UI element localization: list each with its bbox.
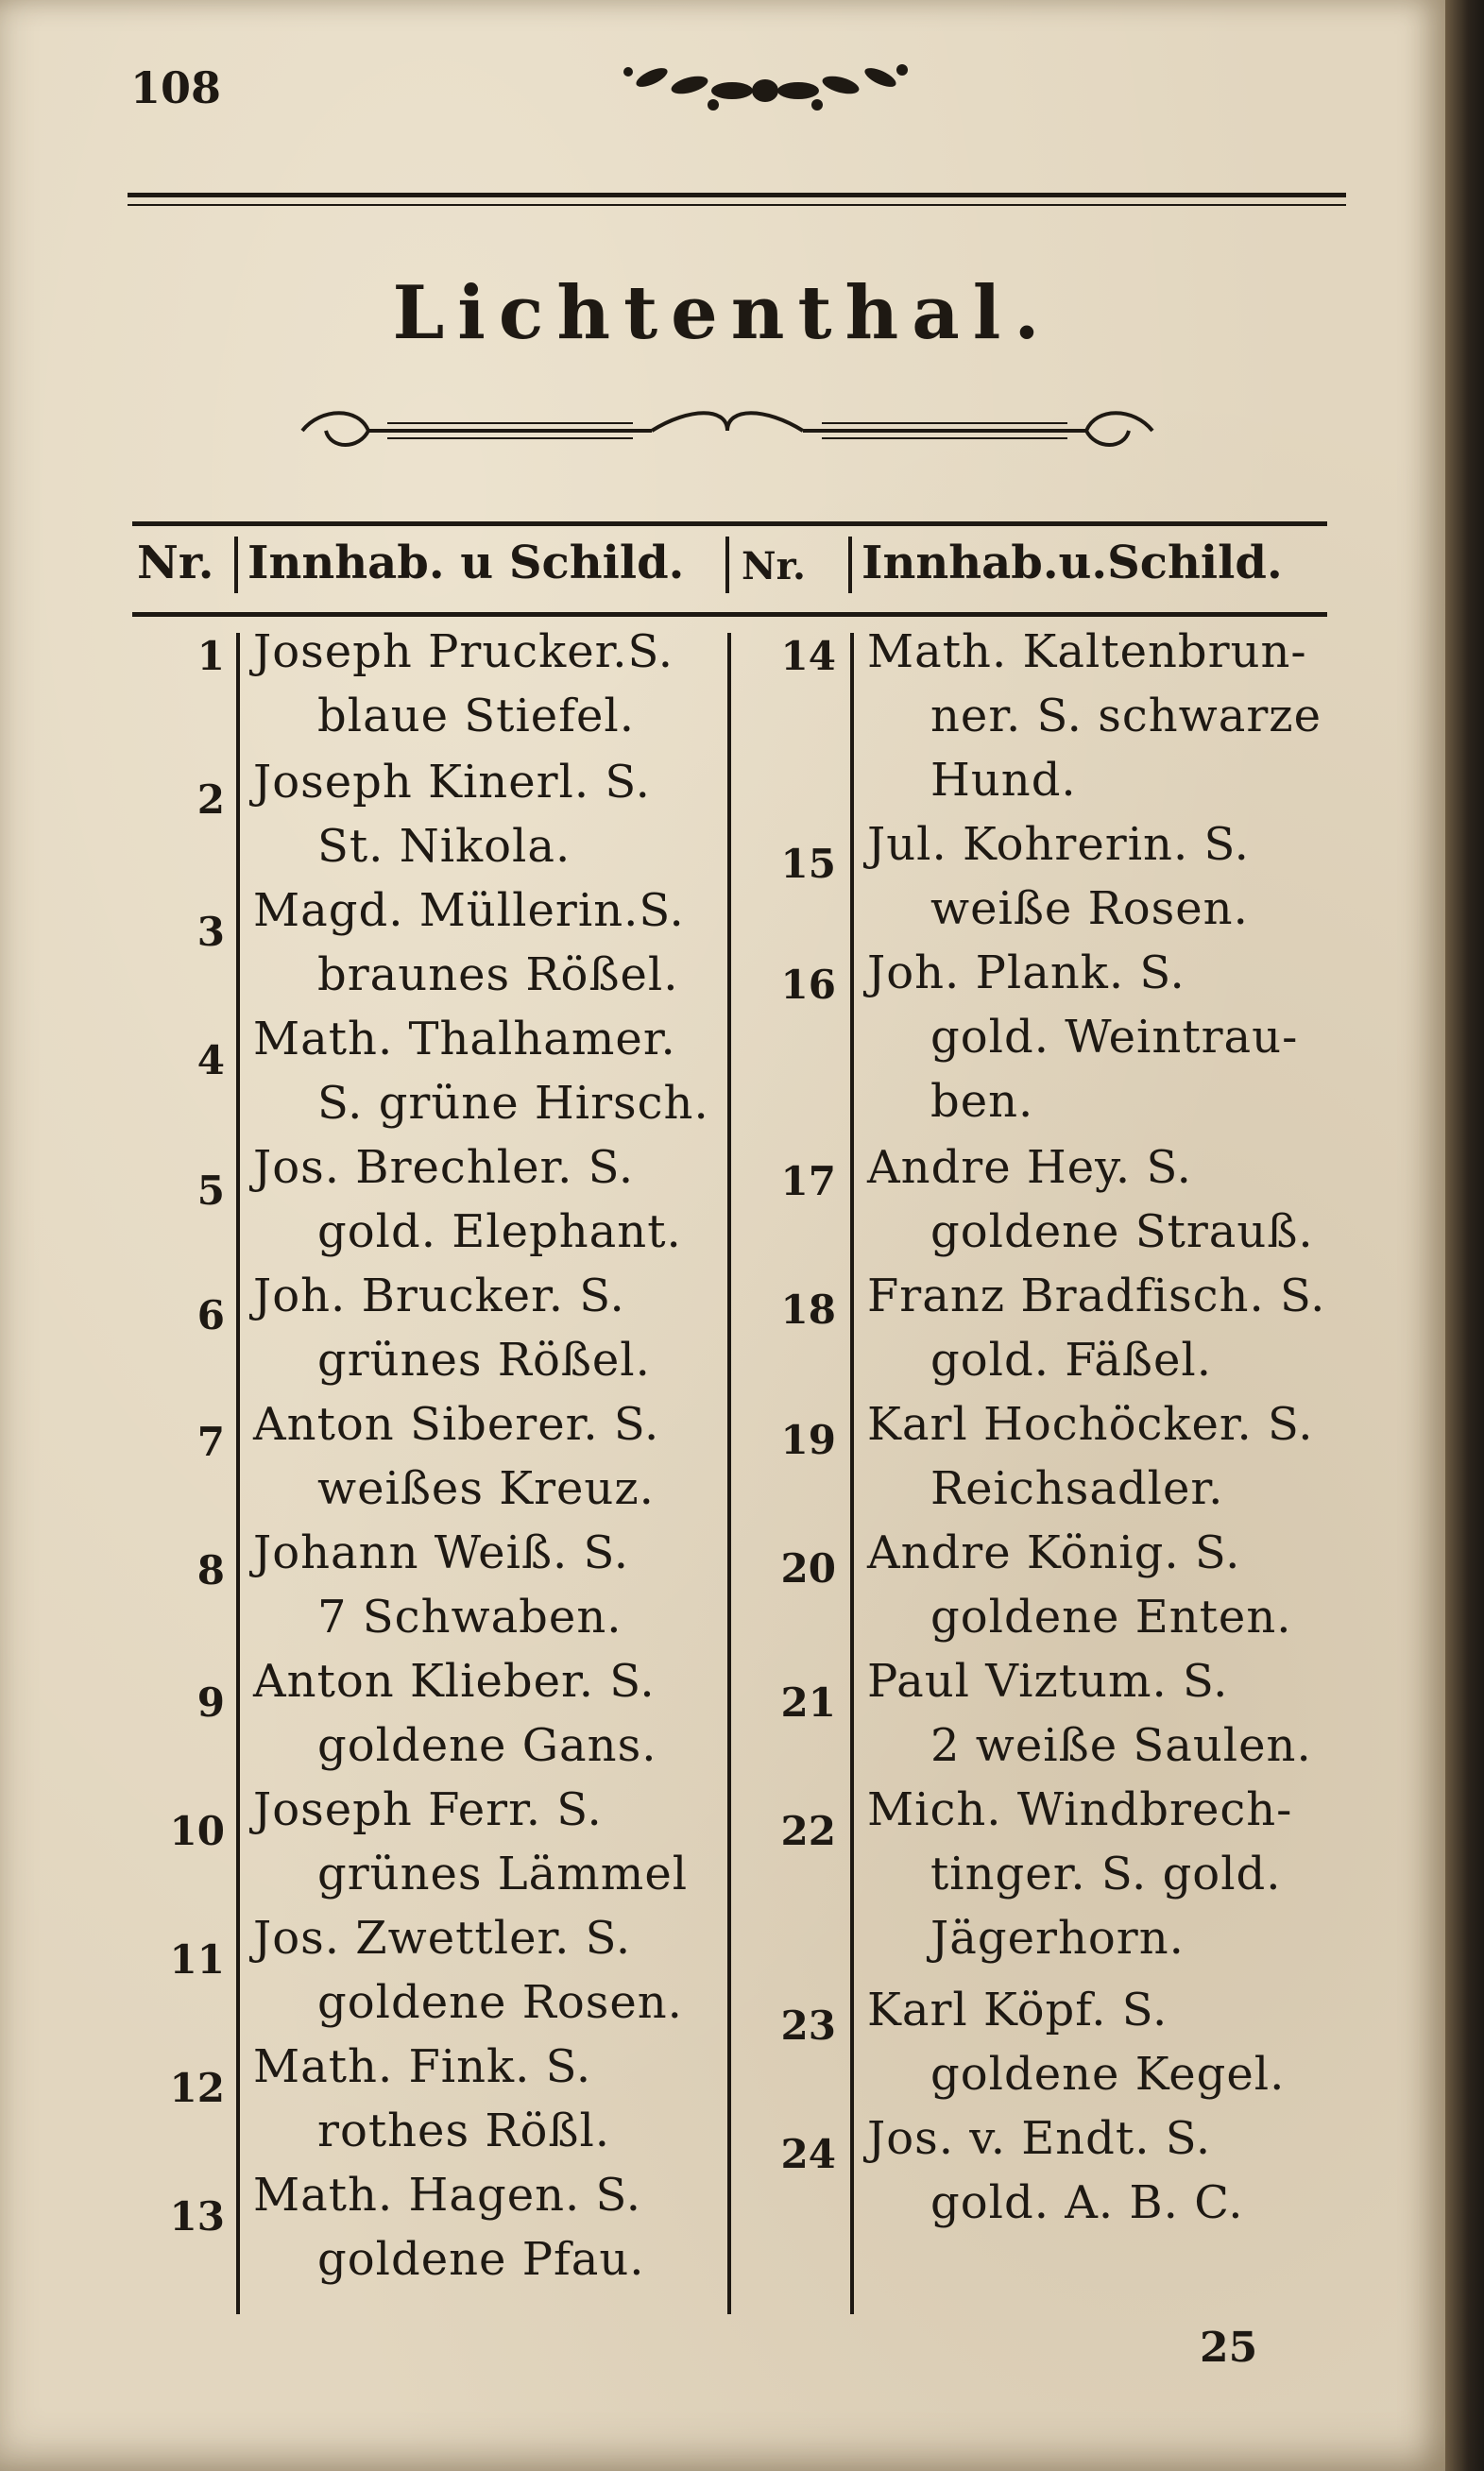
entry-line: weiße Rosen. bbox=[930, 882, 1249, 935]
header-separator bbox=[848, 537, 852, 593]
entry-number: 23 bbox=[780, 2002, 836, 2049]
entry-line: Reichsadler. bbox=[930, 1462, 1224, 1515]
entry-number: 20 bbox=[780, 1545, 836, 1592]
entry-line: 2 weiße Saulen. bbox=[930, 1719, 1312, 1772]
entry-line: goldene Kegel. bbox=[930, 2048, 1286, 2101]
entry-line: 7 Schwaben. bbox=[317, 1591, 623, 1644]
entry-line: Jos. Brechler. S. bbox=[253, 1141, 635, 1194]
entry-number: 8 bbox=[196, 1547, 225, 1593]
entry-line: Joh. Plank. S. bbox=[867, 946, 1185, 999]
entry-line: goldene Enten. bbox=[930, 1591, 1292, 1644]
entry-number: 11 bbox=[169, 1936, 225, 1983]
top-rule-thick bbox=[128, 193, 1346, 197]
entry-line: Jägerhorn. bbox=[930, 1912, 1185, 1965]
header-nr-right: Nr. bbox=[742, 544, 806, 588]
entry-line: Karl Köpf. S. bbox=[867, 1984, 1168, 2036]
entry-line: braunes Rößel. bbox=[317, 948, 679, 1001]
column-bar-middle bbox=[727, 633, 731, 2314]
catchword: 25 bbox=[1200, 2324, 1258, 2372]
entry-number: 13 bbox=[169, 2193, 225, 2240]
entry-line: Joseph Prucker.S. bbox=[253, 625, 674, 678]
header-rule-top bbox=[132, 521, 1327, 526]
header-name-right: Innhab.u.Schild. bbox=[861, 537, 1283, 589]
entry-line: Mich. Windbrech- bbox=[867, 1783, 1293, 1836]
header-nr-left: Nr. bbox=[137, 537, 214, 589]
entry-line: Anton Klieber. S. bbox=[253, 1655, 656, 1708]
entry-line: Paul Viztum. S. bbox=[867, 1655, 1229, 1708]
entry-number: 7 bbox=[196, 1419, 225, 1465]
entry-line: Math. Fink. S. bbox=[253, 2040, 592, 2093]
entry-number: 17 bbox=[780, 1158, 836, 1204]
entry-line: Andre König. S. bbox=[867, 1526, 1241, 1579]
floral-vignette-ornament bbox=[614, 53, 916, 128]
entry-line: Jul. Kohrerin. S. bbox=[867, 818, 1250, 871]
entry-line: ben. bbox=[930, 1075, 1034, 1128]
entry-line: gold. Weintrau- bbox=[930, 1011, 1299, 1064]
column-bar-right bbox=[850, 633, 854, 2314]
entry-line: gold. A. B. C. bbox=[930, 2176, 1244, 2229]
entry-line: Karl Hochöcker. S. bbox=[867, 1398, 1314, 1451]
entry-number: 18 bbox=[780, 1287, 836, 1333]
entry-line: goldene Strauß. bbox=[930, 1205, 1314, 1258]
entry-line: Joseph Kinerl. S. bbox=[253, 756, 651, 809]
entry-number: 14 bbox=[780, 633, 836, 679]
entry-number: 9 bbox=[196, 1679, 225, 1726]
entry-number: 24 bbox=[780, 2131, 836, 2177]
entry-number: 16 bbox=[780, 962, 836, 1008]
entry-line: Magd. Müllerin.S. bbox=[253, 884, 685, 937]
entry-line: Anton Siberer. S. bbox=[253, 1398, 660, 1451]
entry-number: 6 bbox=[196, 1292, 225, 1338]
entry-line: Joseph Ferr. S. bbox=[253, 1783, 603, 1836]
entry-number: 15 bbox=[780, 841, 836, 887]
entry-number: 12 bbox=[169, 2065, 225, 2111]
header-separator bbox=[234, 537, 238, 593]
entry-number: 1 bbox=[196, 633, 225, 679]
entry-number: 3 bbox=[196, 909, 225, 955]
entry-line: weißes Kreuz. bbox=[317, 1462, 655, 1515]
entry-line: Jos. Zwettler. S. bbox=[253, 1912, 632, 1965]
entry-number: 2 bbox=[196, 776, 225, 823]
entry-line: gold. Elephant. bbox=[317, 1205, 682, 1258]
entry-line: St. Nikola. bbox=[317, 820, 571, 873]
entry-line: ner. S. schwarze bbox=[930, 690, 1322, 742]
top-rule-thin bbox=[128, 204, 1346, 206]
entry-line: Johann Weiß. S. bbox=[253, 1526, 629, 1579]
entry-line: rothes Rößl. bbox=[317, 2105, 611, 2157]
entry-line: goldene Gans. bbox=[317, 1719, 657, 1772]
entry-line: grünes Lämmel bbox=[317, 1848, 689, 1900]
entry-line: Jos. v. Endt. S. bbox=[867, 2112, 1212, 2165]
entry-line: Math. Kaltenbrun- bbox=[867, 625, 1307, 678]
entry-line: blaue Stiefel. bbox=[317, 690, 635, 742]
page-title: Lichtenthal. bbox=[392, 270, 1053, 356]
entry-line: Franz Bradfisch. S. bbox=[867, 1270, 1326, 1322]
title-scroll-ornament bbox=[293, 402, 1162, 459]
entry-line: Hund. bbox=[930, 754, 1077, 807]
header-name-left: Innhab. u Schild. bbox=[247, 537, 685, 589]
entry-number: 5 bbox=[196, 1167, 225, 1214]
entry-line: goldene Pfau. bbox=[317, 2233, 645, 2286]
entry-line: S. grüne Hirsch. bbox=[317, 1077, 709, 1130]
entry-line: tinger. S. gold. bbox=[930, 1848, 1282, 1900]
entry-line: Math. Thalhamer. bbox=[253, 1013, 676, 1065]
entry-line: goldene Rosen. bbox=[317, 1976, 683, 2029]
entry-line: grünes Rößel. bbox=[317, 1334, 651, 1387]
header-separator bbox=[725, 537, 729, 593]
header-rule-bottom bbox=[132, 612, 1327, 617]
entry-number: 19 bbox=[780, 1417, 836, 1463]
page-number: 108 bbox=[130, 62, 222, 113]
entry-line: gold. Fäßel. bbox=[930, 1334, 1212, 1387]
book-gutter bbox=[1445, 0, 1484, 2471]
entry-number: 4 bbox=[196, 1037, 225, 1083]
entry-number: 21 bbox=[780, 1679, 836, 1726]
entry-line: Joh. Brucker. S. bbox=[253, 1270, 625, 1322]
entry-number: 22 bbox=[780, 1808, 836, 1854]
entry-line: Andre Hey. S. bbox=[867, 1141, 1192, 1194]
entry-line: Math. Hagen. S. bbox=[253, 2169, 641, 2222]
column-bar-left bbox=[236, 633, 240, 2314]
entry-number: 10 bbox=[169, 1808, 225, 1854]
